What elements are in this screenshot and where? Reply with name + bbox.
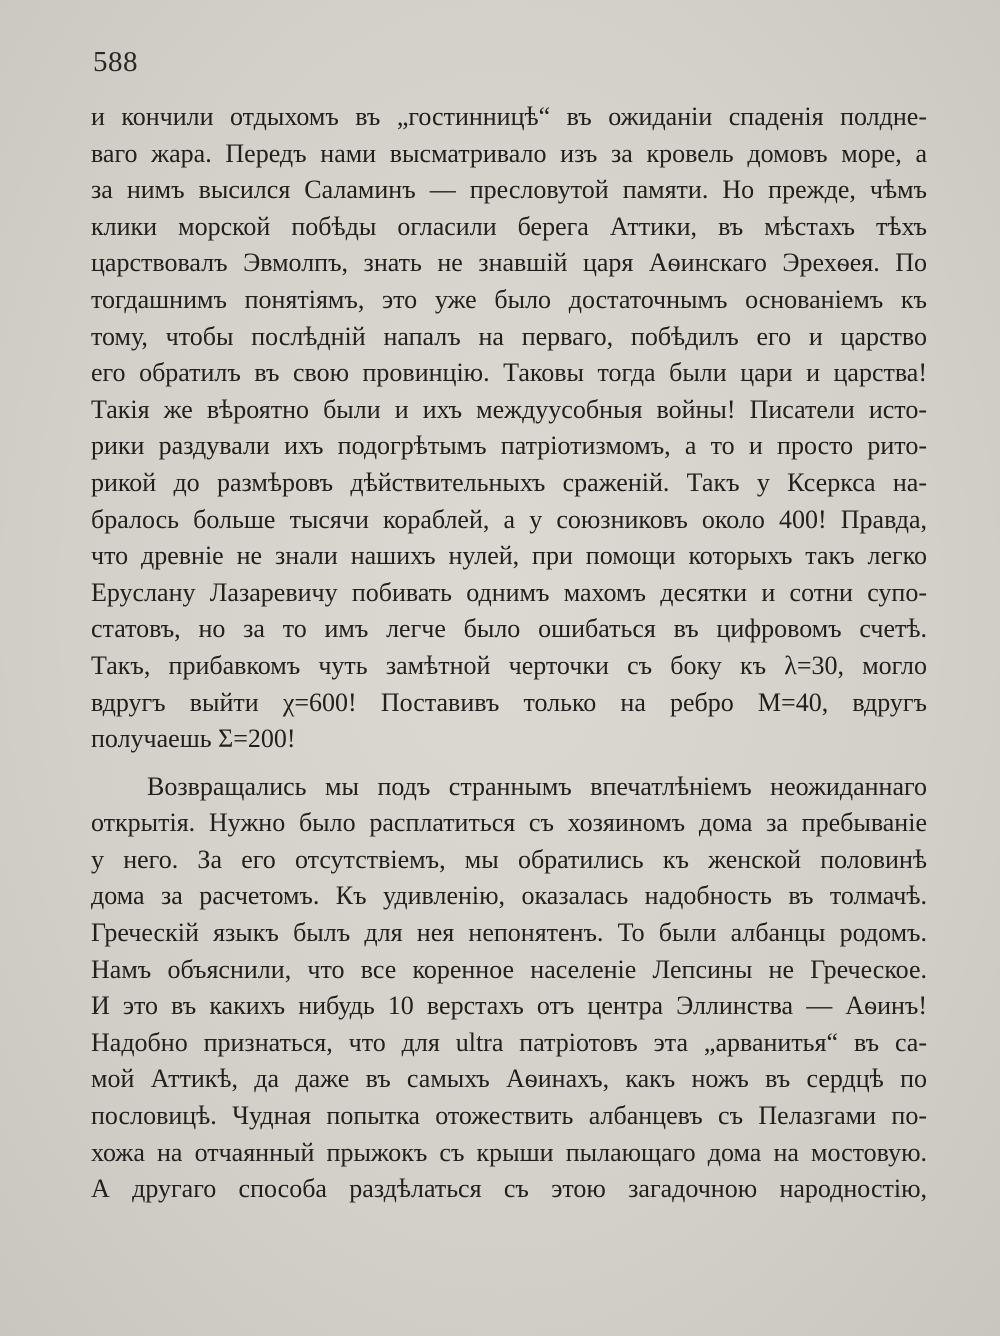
text-line: и кончили отдыхомъ въ „гостинницѣ“ въ ожиданіи спаденія полдне- [91,102,927,131]
paragraph-gap [91,758,927,769]
text-line: Греческій языкъ былъ для нея непонятенъ. То были албанцы родомъ. [91,918,927,948]
text-line: Возвращались мы подъ страннымъ впечатлѣніемъ неожиданнаго [147,771,927,801]
text-line: Еруслану Лазаревичу побивать однимъ махомъ десятки и сотни супо- [91,577,927,607]
text-line: тому, чтобы послѣдній напалъ на перваго, побѣдилъ его и царство [91,321,927,351]
text-line: вдругъ выйти χ=600! Поставивъ только на ребро M=40, вдругъ [91,687,927,717]
text-line: пословицѣ. Чудная попытка отожествить албанцевъ съ Пелазгами по- [91,1101,927,1131]
text-line: А другаго способа раздѣлаться съ этою загадочною народностію, [91,1174,927,1204]
text-line: бралось больше тысячи кораблей, а у союзниковъ около 400! Правда, [91,504,927,534]
text-line: открытія. Нужно было расплатиться съ хозяиномъ дома за пребываніе [91,808,927,838]
paragraph-1 [91,99,927,758]
text-line: Надобно признаться, что для ultra патріотовъ эта „арванитья“ въ са- [91,1027,927,1057]
text-line: дома за расчетомъ. Къ удивленію, оказалась надобность въ толмачѣ. [91,881,927,911]
text-line: тогдашнимъ понятіямъ, это уже было достаточнымъ основаніемъ къ [91,284,927,314]
text-line: его обратилъ въ свою провинцію. Таковы тогда были цари и царства! [91,358,927,388]
text-line: статовъ, но за то имъ легче было ошибаться въ цифровомъ счетѣ. [91,614,927,644]
text-line: ваго жара. Передъ нами высматривало изъ за кровель домовъ море, а [91,138,927,168]
text-line: клики морской побѣды огласили берега Аттики, въ мѣстахъ тѣхъ [91,211,927,241]
text-line: И это въ какихъ нибудь 10 верстахъ отъ центра Эллинства — Аѳинъ! [91,991,927,1021]
text-line: что древніе не знали нашихъ нулей, при помощи которыхъ такъ легко [91,541,927,571]
page-number: 588 [93,46,138,78]
text-line: Намъ объяснили, что все коренное населеніе Лепсины не Греческое. [91,954,927,984]
text-line: получаешь Σ=200! [91,724,296,754]
text-line: мой Аттикѣ, да даже въ самыхъ Аѳинахъ, какъ ножъ въ сердцѣ по [91,1064,927,1094]
text-line: царствовалъ Эвмолпъ, знать не знавшій царя Аѳинскаго Эрехѳея. По [91,248,927,278]
body-text [91,99,927,1208]
text-line: рикой до размѣровъ дѣйствительныхъ сраженій. Такъ у Ксеркса на- [91,467,927,497]
text-line: Такъ, прибавкомъ чуть замѣтной черточки съ боку къ λ=30, могло [91,650,927,680]
text-line: у него. За его отсутствіемъ, мы обратились къ женской половинѣ [91,844,927,874]
paragraph-2 [91,769,927,1208]
text-line: хожа на отчаянный прыжокъ съ крыши пылающаго дома на мостовую. [91,1137,927,1167]
text-line: рики раздували ихъ подогрѣтымъ патріотизмомъ, а то и просто рито- [91,431,927,461]
text-line: за нимъ высился Саламинъ — пресловутой памяти. Но прежде, чѣмъ [91,175,927,205]
text-line: Такія же вѣроятно были и ихъ междуусобныя войны! Писатели исто- [91,394,927,424]
